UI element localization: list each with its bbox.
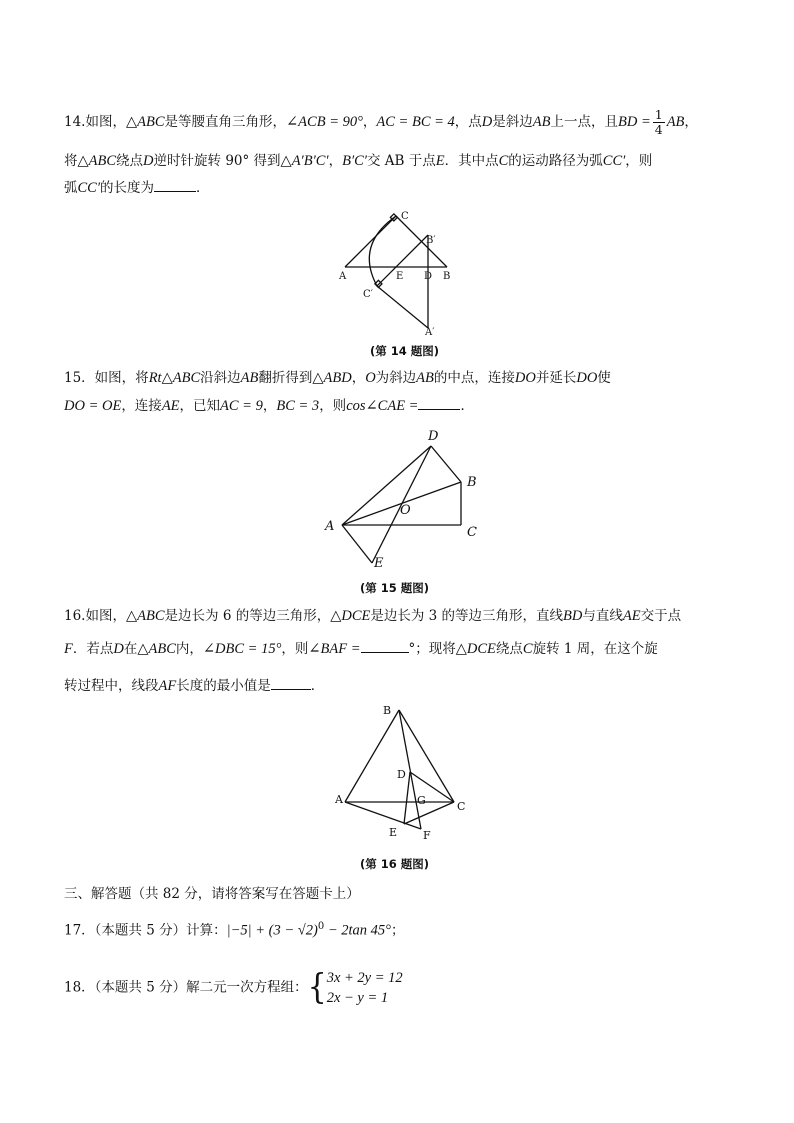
arc-cc-prime	[369, 216, 396, 286]
label-c: C	[467, 525, 477, 540]
label-e: E	[389, 826, 398, 839]
label-c-prime: C′	[363, 289, 373, 300]
label-b: B	[467, 475, 477, 490]
label-a: A	[335, 793, 343, 806]
section-3-heading: 三、解答题（共 82 分，请将答案写在答题卡上）	[64, 886, 360, 902]
segment-ec	[404, 802, 454, 824]
label-c: C	[401, 211, 409, 222]
segment-bd	[431, 446, 461, 482]
q16-line-2: F．若点D在△ABC内，∠DBC = 15°，则∠BAF = °；现将△DCE绕点C旋转 1 周，在这个旋	[64, 638, 658, 659]
q17-line: 17．（本题共 5 分）计算：$|-5| + (3 - √2)^0 - 2\tan$ 45°；	[64, 921, 405, 939]
segment-ae	[342, 525, 372, 563]
answer-blank[interactable]	[271, 675, 311, 690]
answer-blank[interactable]	[418, 395, 460, 410]
q16-caption: (第 16 题图)	[360, 857, 430, 871]
q14-line-2: 将△ABC绕点D逆时针旋转 90° 得到△A′B′C′，B′C′交 AB 于点E．其中点C的运动路径为弧CC′，则	[64, 153, 653, 169]
label-b: B	[443, 271, 451, 282]
segment-af	[345, 802, 421, 829]
answer-blank[interactable]	[154, 177, 196, 192]
q14-line-3: 弧CC′的长度为 ．	[64, 177, 210, 198]
label-a-prime: A′	[425, 327, 435, 338]
q15-caption: (第 15 题图)	[360, 581, 430, 595]
q16-line-1: 16.如图，△ABC是边长为 6 的等边三角形，△DCE是边长为 3 的等边三角形，直线BD与直线AE交于点	[64, 608, 682, 624]
label-e: E	[374, 556, 384, 571]
segment-ac	[345, 216, 396, 267]
label-d: D	[424, 271, 433, 282]
q14-caption: (第 14 题图)	[370, 344, 440, 358]
label-d: D	[428, 429, 439, 444]
q14-line-1: 14.如图，△ABC是等腰直角三角形，∠ACB = 90°，AC = BC = 4，点D是斜边AB上一点，且BD = $\frac{1}{4}$ AB，	[64, 107, 698, 137]
q18-line: 18．（本题共 5 分）解二元一次方程组：{ 3x + 2y = 12 2x − y = 1	[64, 967, 403, 1008]
q15-figure	[318, 422, 488, 572]
segment-ab	[345, 710, 399, 802]
segment-ad	[342, 446, 431, 525]
fraction-one-quarter: $\frac{1}{4}$	[654, 107, 663, 137]
label-b-prime: B′	[426, 235, 436, 246]
label-g: G	[417, 794, 426, 807]
system-brace: {	[307, 967, 327, 1008]
answer-blank[interactable]	[361, 638, 409, 653]
label-a: A	[325, 519, 335, 534]
label-f: F	[423, 829, 431, 842]
q16-figure	[330, 698, 475, 848]
label-c: C	[457, 800, 466, 813]
label-b: B	[383, 704, 392, 717]
label-e: E	[396, 271, 404, 282]
q14-figure	[335, 205, 465, 340]
label-o: O	[400, 503, 411, 518]
q16-line-3: 转过程中，线段AF长度的最小值是 ．	[64, 675, 324, 696]
label-a: A	[339, 271, 347, 282]
equation-system: 3x + 2y = 12 2x − y = 1	[326, 970, 403, 1006]
label-d: D	[397, 768, 406, 781]
q15-line-2: DO = OE，连接AE，已知AC = 9，BC = 3，则cos∠CAE = ．	[64, 395, 474, 416]
segment-a-prime-c-prime	[377, 286, 428, 328]
q15-line-1: 15．如图，将Rt△ABC沿斜边AB翻折得到△ABD，O为斜边AB的中点，连接DO并延长DO使	[64, 370, 611, 386]
